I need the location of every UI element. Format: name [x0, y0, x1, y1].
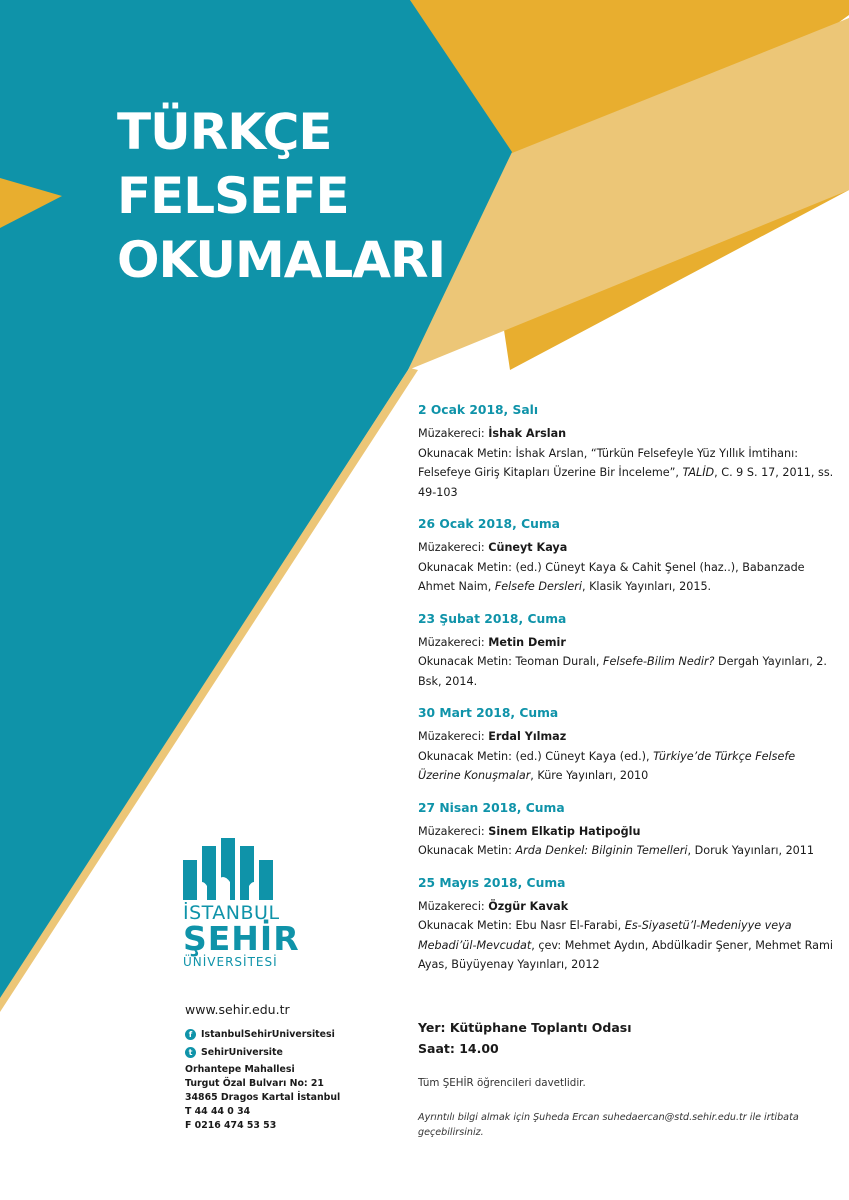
reading-rest: , Doruk Yayınları, 2011: [687, 844, 815, 857]
moderator-name: Sinem Elkatip Hatipoğlu: [488, 824, 641, 838]
moderator-label: Müzakereci:: [418, 635, 485, 649]
invitation-text: Tüm ŞEHİR öğrencileri davetlidir.: [418, 1077, 586, 1089]
event-date: 2 Ocak 2018, Salı: [418, 403, 539, 417]
university-logo: [183, 838, 300, 969]
facebook-handle: IstanbulSehirUniversitesi: [201, 1028, 335, 1040]
event-4: [418, 703, 838, 786]
event-5: [418, 798, 838, 861]
title-line-1: TÜRKÇE: [117, 103, 332, 161]
address-line: Orhantepe Mahallesi: [185, 1064, 295, 1075]
event-moderator: [418, 897, 838, 917]
moderator-label: Müzakereci:: [418, 541, 485, 554]
venue-place: Yer: Kütüphane Toplantı Odası: [418, 1020, 632, 1035]
facebook-icon: f: [185, 1029, 196, 1040]
title-line-2: FELSEFE: [117, 167, 349, 225]
event-reading: [418, 558, 838, 597]
event-6: [418, 873, 838, 975]
fax-line: F 0216 474 53 53: [185, 1120, 277, 1131]
reading-text: (ed.) Cüneyt Kaya (ed.),: [515, 749, 654, 763]
reading-label: Okunacak Metin:: [418, 919, 512, 932]
reading-title: Türkiye’de Türkçe Felsefe Üzerine Konuşmalar: [418, 749, 796, 782]
logo-line-2: ŞEHİR: [183, 919, 300, 958]
poster-title: [117, 100, 445, 292]
venue-info: [418, 1017, 632, 1059]
event-date: 30 Mart 2018, Cuma: [418, 706, 559, 720]
reading-title: Es-Siyasetü’l-Medeniyye veya Mebadi’ül-Mevcudat: [418, 919, 792, 952]
moderator-name: Erdal Yılmaz: [488, 730, 567, 743]
event-2: [418, 514, 838, 597]
logo-mark-icon: [183, 838, 273, 900]
reading-rest: , Klasik Yayınları, 2015.: [581, 580, 712, 593]
reading-rest: , C. 9 S. 17, 2011, ss. 49-103: [418, 466, 834, 499]
twitter-handle: SehirUniversite: [201, 1046, 283, 1058]
reading-text: Teoman Duralı,: [515, 655, 604, 668]
contact-info: [185, 1002, 385, 1133]
logo-wordmark: [183, 902, 300, 969]
address-block: [185, 1063, 385, 1133]
twitter-link[interactable]: [185, 1044, 385, 1060]
reading-rest: Dergah Yayınları, 2. Bsk, 2014.: [418, 655, 827, 688]
reading-label: Okunacak Metin:: [418, 844, 512, 857]
reading-label: Okunacak Metin:: [418, 749, 512, 763]
address-line: Turgut Özal Bulvarı No: 21: [185, 1078, 324, 1089]
event-moderator: [418, 822, 838, 842]
reading-rest: , Küre Yayınları, 2010: [530, 769, 649, 782]
reading-title: Felsefe-Bilim Nedir?: [603, 655, 715, 668]
event-date: 27 Nisan 2018, Cuma: [418, 800, 565, 815]
event-reading: [418, 652, 838, 691]
event-date: 23 Şubat 2018, Cuma: [418, 611, 567, 626]
reading-title: TALİD: [682, 466, 715, 479]
moderator-label: Müzakereci:: [418, 427, 485, 440]
event-date: 25 Mayıs 2018, Cuma: [418, 875, 566, 890]
facebook-link[interactable]: [185, 1026, 385, 1042]
title-line-3: OKUMALARI: [117, 231, 446, 289]
moderator-label: Müzakereci:: [418, 899, 485, 913]
reading-title: Felsefe Dersleri: [494, 580, 582, 593]
event-reading: [418, 444, 838, 503]
reading-label: Okunacak Metin:: [418, 560, 512, 574]
reading-rest: , çev: Mehmet Aydın, Abdülkadir Şener, Mehmet Rami Ayas, Büyüyenay Yayınları, 2012: [418, 938, 833, 971]
event-reading: [418, 841, 838, 861]
venue-time: Saat: 14.00: [418, 1041, 499, 1056]
event-moderator: [418, 538, 838, 558]
event-moderator: [418, 727, 838, 747]
reading-text: (ed.) Cüneyt Kaya & Cahit Şenel (haz..), Babanzade Ahmet Naim,: [418, 560, 805, 593]
moderator-label: Müzakereci:: [418, 730, 485, 743]
moderator-name: Özgür Kavak: [488, 899, 569, 913]
info-note: Ayrıntılı bilgi almak için Şuheda Ercan suhedaercan@std.sehir.edu.tr ile irtibata geçebilirsiniz.: [418, 1112, 799, 1138]
reading-text: Ebu Nasr El-Farabi,: [515, 919, 625, 932]
reading-text: İshak Arslan, “Türkün Felsefeyle Yüz Yıllık İmtihanı: Felsefeye Giriş Kitapları Üzerine Bir İnceleme”,: [418, 446, 798, 479]
event-moderator: [418, 633, 838, 653]
event-reading: [418, 747, 838, 786]
event-date: 26 Ocak 2018, Cuma: [418, 517, 560, 531]
reading-title: Arda Denkel: Bilginin Temelleri: [515, 844, 688, 857]
moderator-name: İshak Arslan: [488, 427, 567, 440]
moderator-name: Metin Demir: [488, 635, 566, 649]
event-moderator: [418, 424, 838, 444]
event-reading: [418, 916, 838, 975]
moderator-label: Müzakereci:: [418, 824, 485, 838]
phone-line: T 44 44 0 34: [185, 1106, 251, 1117]
address-line: 34865 Dragos Kartal İstanbul: [185, 1092, 341, 1103]
logo-line-1: İSTANBUL: [183, 902, 280, 924]
reading-label: Okunacak Metin:: [418, 655, 512, 668]
twitter-icon: t: [185, 1047, 196, 1058]
event-3: [418, 609, 838, 692]
event-1: [418, 400, 838, 502]
moderator-name: Cüneyt Kaya: [488, 541, 568, 554]
event-list: [418, 400, 838, 987]
reading-label: Okunacak Metin:: [418, 446, 512, 460]
website-link[interactable]: www.sehir.edu.tr: [185, 1002, 290, 1017]
logo-line-3: ÜNİVERSİTESİ: [183, 955, 278, 969]
